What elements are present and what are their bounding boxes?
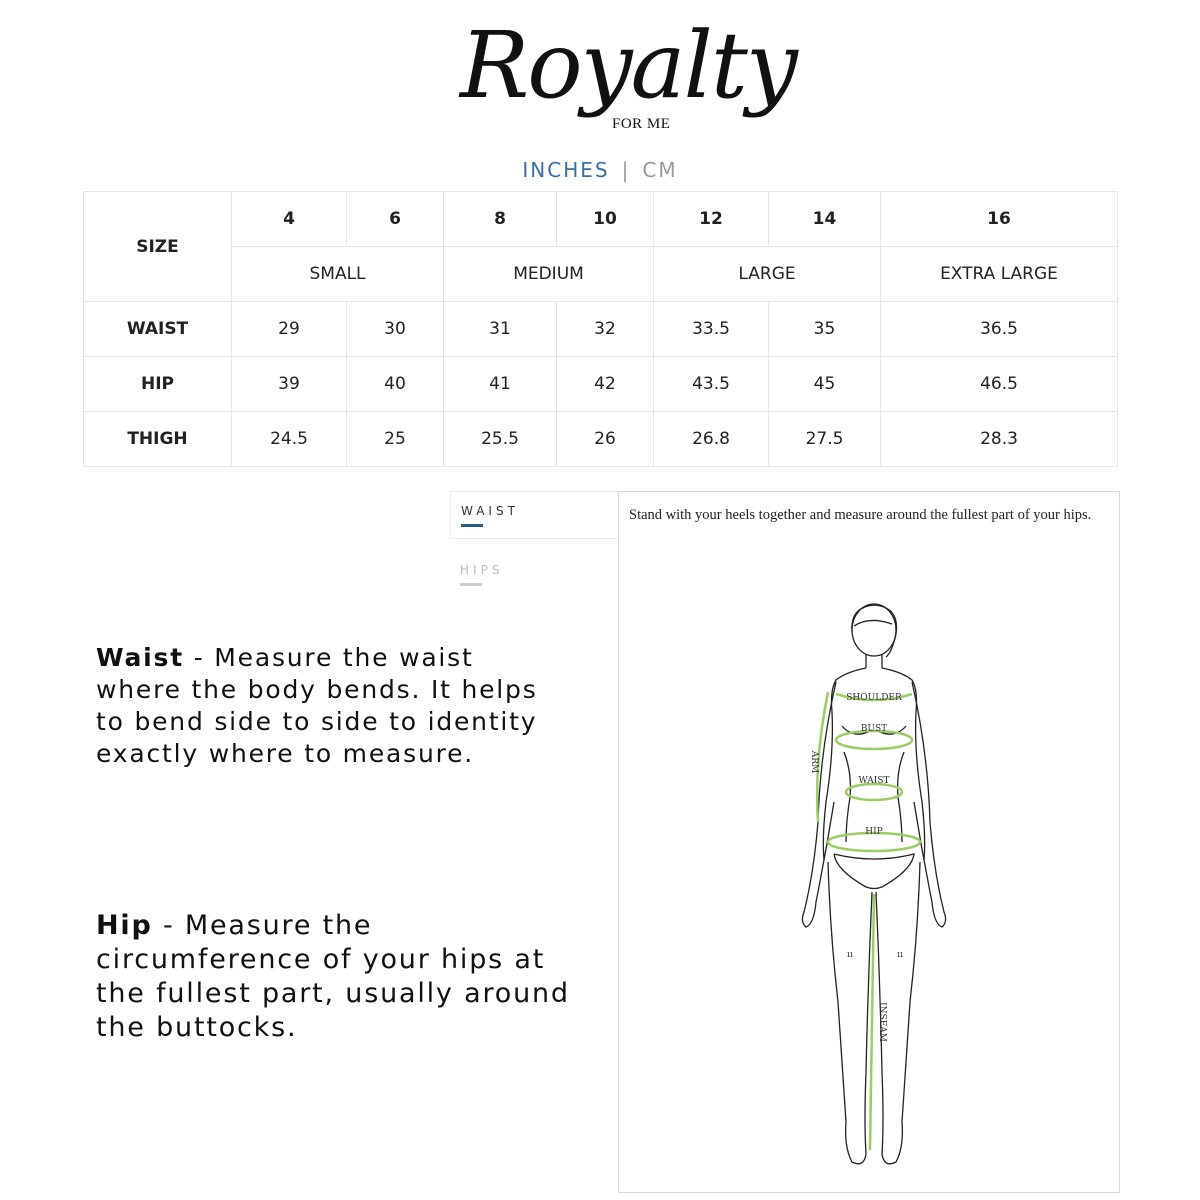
size-group-cell: EXTRA LARGE (881, 247, 1118, 302)
hip-description (96, 909, 596, 1045)
size-cell: 6 (347, 192, 444, 247)
row-label: THIGH (84, 412, 232, 467)
body-measurement-figure (774, 602, 974, 1182)
table-cell: 40 (347, 357, 444, 412)
label-leg-left-marks: ıı (847, 950, 853, 960)
tab-active-indicator (461, 524, 483, 527)
label-shoulder: SHOULDER (846, 693, 902, 703)
waist-description (96, 642, 566, 770)
unit-separator: | (621, 158, 631, 182)
table-cell: 28.3 (881, 412, 1118, 467)
table-cell: 30 (347, 302, 444, 357)
size-cell: 16 (881, 192, 1118, 247)
size-cell: 8 (444, 192, 557, 247)
size-cell: 12 (654, 192, 769, 247)
table-row (84, 302, 1118, 357)
table-cell: 36.5 (881, 302, 1118, 357)
label-leg-right-marks: ıı (897, 950, 903, 960)
label-bust: BUST (860, 724, 888, 734)
size-group-cell: MEDIUM (444, 247, 654, 302)
table-cell: 26 (557, 412, 654, 467)
table-cell: 46.5 (881, 357, 1118, 412)
hip-description-text: Measure the circumference of your hips at the fullest part, usually around the buttocks. (96, 910, 570, 1043)
row-label: WAIST (84, 302, 232, 357)
tab-hips-label: HIPS (460, 563, 504, 577)
table-cell: 42 (557, 357, 654, 412)
waist-description-text: Measure the waist where the body bends. It helps to bend side to side to identity exactly where to measure. (96, 643, 538, 768)
table-cell: 45 (769, 357, 881, 412)
label-hip: HIP (865, 827, 883, 837)
tab-inactive-indicator (460, 583, 482, 586)
table-cell: 35 (769, 302, 881, 357)
hip-description-title: Hip (96, 910, 153, 941)
table-cell: 24.5 (232, 412, 347, 467)
measurement-tabs (450, 491, 620, 587)
table-cell: 43.5 (654, 357, 769, 412)
size-group-cell: SMALL (232, 247, 444, 302)
label-waist: WAIST (858, 776, 890, 786)
table-cell: 39 (232, 357, 347, 412)
waist-description-title: Waist (96, 643, 184, 672)
size-cell: 4 (232, 192, 347, 247)
table-cell: 33.5 (654, 302, 769, 357)
tab-waist[interactable] (450, 491, 620, 539)
label-inseam: INSEAM (877, 1002, 887, 1042)
measurement-panel (618, 491, 1120, 1193)
table-row (84, 357, 1118, 412)
table-cell: 27.5 (769, 412, 881, 467)
table-row (84, 412, 1118, 467)
tab-waist-label: WAIST (461, 504, 519, 518)
row-label: HIP (84, 357, 232, 412)
size-cell: 10 (557, 192, 654, 247)
unit-toggle (0, 158, 1200, 182)
tab-hips[interactable] (450, 539, 620, 587)
size-chart-table (83, 191, 1118, 467)
brand-tagline: FOR ME (612, 116, 671, 132)
measurement-instruction: Stand with your heels together and measure around the fullest part of your hips. (629, 507, 1092, 523)
table-cell: 32 (557, 302, 654, 357)
size-cell: 14 (769, 192, 881, 247)
unit-inches-option[interactable]: INCHES (522, 158, 610, 182)
size-header: SIZE (84, 192, 232, 302)
table-cell: 25 (347, 412, 444, 467)
label-arm: ARM (809, 750, 819, 774)
size-group-cell: LARGE (654, 247, 881, 302)
hip-description-dash: - (152, 910, 185, 941)
waist-description-dash: - (183, 643, 215, 672)
brand-logo (440, 12, 796, 155)
table-cell: 41 (444, 357, 557, 412)
table-cell: 31 (444, 302, 557, 357)
table-cell: 26.8 (654, 412, 769, 467)
unit-cm-option[interactable]: CM (642, 158, 678, 182)
table-cell: 29 (232, 302, 347, 357)
table-cell: 25.5 (444, 412, 557, 467)
brand-name: Royalty (460, 12, 796, 119)
